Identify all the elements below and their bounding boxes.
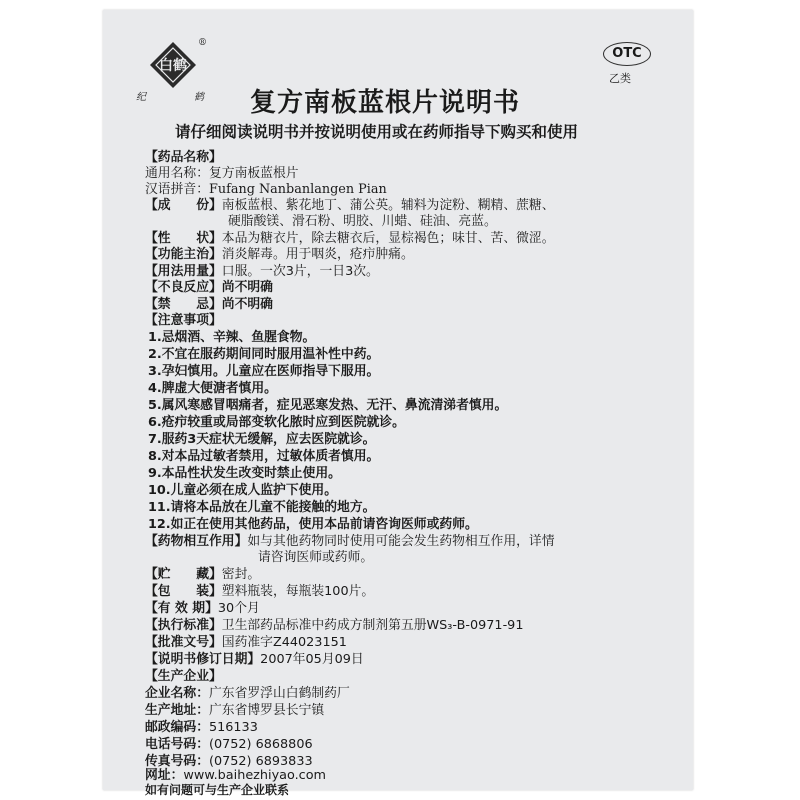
- drug-name-header: 【药品名称】: [145, 150, 222, 165]
- pinyin-label: 汉语拼音：: [145, 182, 209, 197]
- common-name-label: 通用名称：: [145, 166, 209, 181]
- validity-label: 【有 效 期】: [145, 601, 218, 616]
- adverse-value: 尚不明确: [221, 280, 273, 295]
- standard-value: 卫生部药品标准中药成方制剂第五册WS₃-B-0971-91: [221, 618, 524, 633]
- website-label: 网址：: [145, 768, 184, 783]
- footer-note: 如有问题可与生产企业联系: [145, 783, 290, 797]
- ingredients-row: [145, 198, 555, 214]
- list-item: 10.儿童必须在成人监护下使用。: [148, 483, 338, 498]
- contraindication-value: 尚不明确: [221, 297, 273, 312]
- dosage-value: 口服。一次3片，一日3次。: [221, 264, 379, 279]
- package-row: [145, 584, 374, 600]
- list-item: 3.孕妇慎用。儿童应在医师指导下服用。: [148, 364, 380, 379]
- logo-text: 白鹤: [159, 58, 187, 74]
- indication-label: 【功能主治】: [145, 247, 222, 262]
- package-label: 【包 装】: [145, 584, 222, 599]
- interaction-line-2: 请咨询医师或药师。: [258, 550, 374, 565]
- phone-row: [145, 737, 313, 753]
- indication-value: 消炎解毒。用于咽炎，疮疖肿痛。: [221, 247, 414, 262]
- precautions-header: 【注意事项】: [145, 313, 222, 328]
- company-value: 广东省罗浮山白鹤制药厂: [208, 686, 350, 701]
- interaction-row: [145, 534, 555, 550]
- list-item: 2.不宜在服药期间同时服用温补性中药。: [148, 347, 380, 362]
- contraindication-label: 【禁 忌】: [145, 297, 222, 312]
- fax-label: 传真号码：: [145, 754, 209, 769]
- ingredients-line-1: 南板蓝根、紫花地丁、蒲公英。辅料为淀粉、糊精、蔗糖、: [221, 198, 555, 213]
- logo-left-mark: 纪: [136, 92, 146, 103]
- contraindication-row: [145, 297, 273, 313]
- company-label: 企业名称：: [145, 686, 209, 701]
- ingredients-line-2: 硬脂酸镁、滑石粉、明胶、川蜡、硅油、亮蓝。: [228, 214, 497, 229]
- adverse-label: 【不良反应】: [145, 280, 222, 295]
- postcode-label: 邮政编码：: [145, 720, 209, 735]
- logo-right-mark: 鹤: [194, 92, 204, 103]
- pinyin-row: [145, 182, 387, 198]
- ingredients-label: 【成 份】: [145, 198, 222, 213]
- postcode-value: 516133: [208, 720, 258, 735]
- website-row: [145, 768, 326, 784]
- address-value: 广东省博罗县长宁镇: [208, 703, 325, 718]
- list-item: 5.属风寒感冒咽痛者，症见恶寒发热、无汗、鼻流清涕者慎用。: [148, 398, 508, 413]
- address-label: 生产地址：: [145, 703, 209, 718]
- revision-row: [145, 652, 364, 668]
- validity-value: 30个月: [217, 601, 260, 616]
- approval-row: [145, 635, 347, 651]
- validity-row: [145, 601, 260, 617]
- otc-class-label: 乙类: [609, 72, 631, 85]
- otc-badge: OTC: [603, 42, 651, 66]
- interaction-label: 【药物相互作用】: [145, 534, 248, 549]
- dosage-row: [145, 264, 379, 280]
- list-item: 1.忌烟酒、辛辣、鱼腥食物。: [148, 330, 316, 345]
- revision-label: 【说明书修订日期】: [145, 652, 261, 667]
- revision-value: 2007年05月09日: [260, 652, 364, 667]
- list-item: 8.对本品过敏者禁用，过敏体质者慎用。: [148, 449, 380, 464]
- dosage-label: 【用法用量】: [145, 264, 222, 279]
- pinyin-value: Fufang Nanbanlangen Pian: [208, 182, 387, 197]
- interaction-line-1: 如与其他药物同时使用可能会发生药物相互作用，详情: [247, 534, 555, 549]
- storage-value: 密封。: [221, 567, 261, 582]
- fax-value: (0752) 6893833: [208, 754, 313, 769]
- standard-label: 【执行标准】: [145, 618, 222, 633]
- character-row: [145, 231, 555, 247]
- adverse-row: [145, 280, 273, 296]
- logo-registered: ®: [198, 38, 207, 48]
- storage-label: 【贮 藏】: [145, 567, 222, 582]
- storage-row: [145, 567, 260, 583]
- indication-row: [145, 247, 414, 263]
- list-item: 7.服药3天症状无缓解，应去医院就诊。: [148, 432, 376, 447]
- list-item: 9.本品性状发生改变时禁止使用。: [148, 466, 341, 481]
- manufacturer-header: 【生产企业】: [145, 669, 222, 684]
- postcode-row: [145, 720, 258, 736]
- website-value: www.baihezhiyao.com: [183, 768, 326, 783]
- document-subtitle: 请仔细阅读说明书并按说明使用或在药师指导下购买和使用: [175, 123, 579, 141]
- common-name-row: [145, 166, 299, 182]
- brand-logo: [136, 38, 207, 103]
- approval-value: 国药准字Z44023151: [221, 635, 347, 650]
- standard-row: [145, 618, 523, 634]
- package-value: 塑料瓶装，每瓶装100片。: [221, 584, 375, 599]
- company-row: [145, 686, 350, 702]
- list-item: 11.请将本品放在儿童不能接触的地方。: [148, 500, 376, 515]
- character-label: 【性 状】: [145, 231, 222, 246]
- list-item: 4.脾虚大便溏者慎用。: [148, 381, 277, 396]
- phone-label: 电话号码：: [145, 737, 209, 752]
- common-name-value: 复方南板蓝根片: [208, 166, 299, 181]
- document-title: 复方南板蓝根片说明书: [250, 88, 521, 118]
- character-value: 本品为糖衣片，除去糖衣后，显棕褐色；味甘、苦、微涩。: [221, 231, 555, 246]
- phone-value: (0752) 6868806: [208, 737, 313, 752]
- approval-label: 【批准文号】: [145, 635, 222, 650]
- list-item: 6.疮疖较重或局部变软化脓时应到医院就诊。: [148, 415, 405, 430]
- list-item: 12.如正在使用其他药品，使用本品前请咨询医师或药师。: [148, 517, 478, 532]
- address-row: [145, 703, 324, 719]
